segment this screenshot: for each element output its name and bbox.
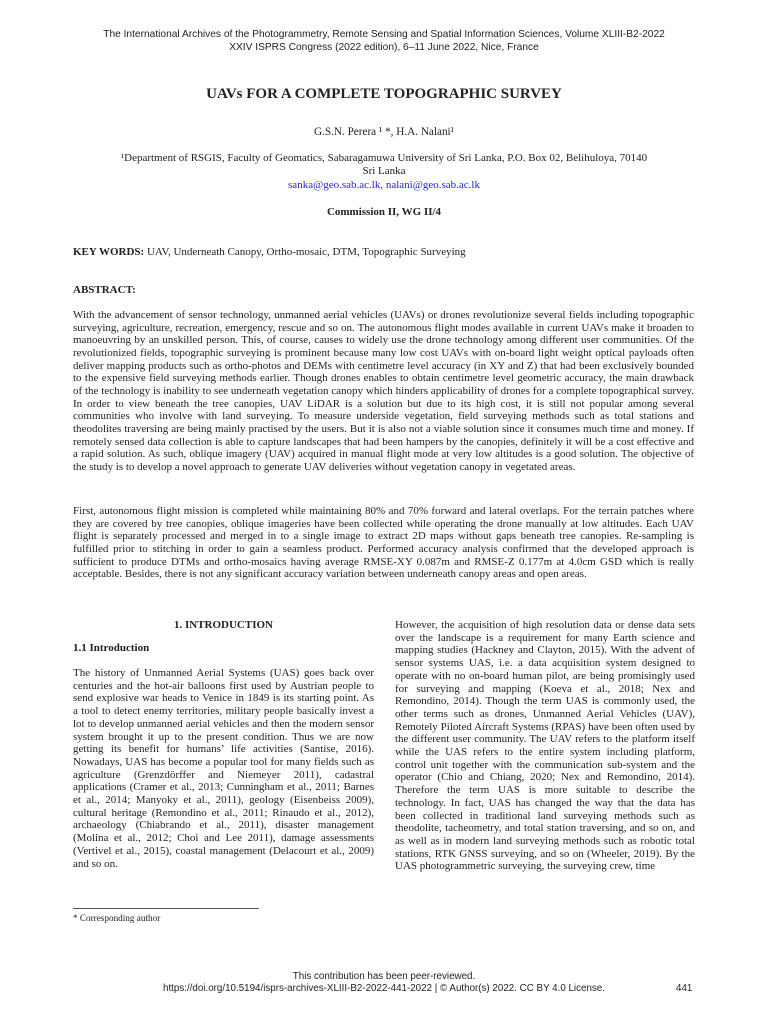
journal-header-line2: XXIV ISPRS Congress (2022 edition), 6–11 June 2022, Nice, France — [229, 42, 539, 53]
subsection-heading-introduction: 1.1 Introduction — [73, 642, 150, 654]
abstract-heading: ABSTRACT: — [73, 284, 136, 296]
keywords-text: UAV, Underneath Canopy, Ortho-mosaic, DTM, Topographic Surveying — [144, 246, 466, 258]
affiliation-line2: Sri Lanka — [362, 165, 406, 178]
journal-header-line1: The International Archives of the Photogrammetry, Remote Sensing and Spatial Information Sciences, Volume XLIII-B2-2022 — [103, 29, 665, 40]
affiliation-line1: ¹Department of RSGIS, Faculty of Geomatics, Sabaragamuwa University of Sri Lanka, P.O. Box 02, Belihuloya, 70140 — [120, 152, 648, 164]
page-number: 441 — [676, 983, 693, 994]
footer-doi-license[interactable]: https://doi.org/10.5194/isprs-archives-XLIII-B2-2022-441-2022 | © Author(s) 2022. CC BY 4.0 License. — [163, 983, 605, 994]
keywords-label: KEY WORDS: — [73, 246, 145, 258]
section-heading-introduction: 1. INTRODUCTION — [173, 619, 273, 631]
affiliation — [40, 152, 728, 192]
intro-left-column: The history of Unmanned Aerial Systems (UAS) goes back over centuries and the hot-air balloons first used by Austrian people to send explosive war heads to Venice in 1849 is its starting point. As a tool to detect enemy territories, military people basically invest a lot to develop unmanned aerial vehicles and then the modern sensor system brought it up to the present condition. Thus we are now getting its benefit for humans’ life activities (Santise, 2016). Nowadays, UAS has become a popular tool for many fields such as agriculture (Grenzdörffer and Niemeyer 2011), cadastral applications (Cramer et al., 2013; Cunningham et al., 2011; Barnes et al., 2014; Manyoky et al., 2011), geology (Eisenbeiss 2009), cultural heritage (Remondino et al., 2011; Rinaudo et al., 2012), archaeology (Chiabrando et al., 2011), disaster management (Molina et al., 2012; Choi and Lee 2011), damage assessments (Vertivel et al., 2015), coastal management (Delacourt et al., 2009) and so on. — [73, 667, 374, 870]
authors: G.S.N. Perera ¹ *, H.A. Nalani¹ — [314, 126, 454, 138]
keywords — [73, 246, 693, 258]
email-links[interactable]: sanka@geo.sab.ac.lk, nalani@geo.sab.ac.lk — [288, 178, 480, 191]
intro-right-column: However, the acquisition of high resolution data or dense data sets over the landscape is a requirement for many Earth science and mapping studies (Hackney and Clayton, 2015). With the advent of sensor systems UAS, i.e. a data acquisition system designed to operate with no on-board human pilot, are being promisingly used for surveying and mapping (Koeva et al., 2018; Nex and Remondino, 2014). Though the term UAS is commonly used, the other terms such as drones, Unmanned Aerial Vehicles (UAV), Remotely Piloted Aircraft Systems (RPAS) have been often used by the different user community. The UAV refers to the platform itself while the UAS refers to the entire system including platform, control unit together with the communication sub-system and the operator (Chio and Chiang, 2020; Nex and Remondino, 2014). Therefore the term UAS is more suitable to describe the technology. In fact, UAS has changed the way that the data has been collected in traditional land surveying methods such as theodolite, tacheometry, and total station traversing, and so on, and as well as in modern land surveying methods such as robotic total stations, RTK GNSS surveying, and so on (Wheeler, 2019). By the UAS photogrammetric surveying, the surveying crew, time — [395, 619, 695, 873]
abstract-paragraph-2: First, autonomous flight mission is completed while maintaining 80% and 70% forward and lateral overlaps. For the terrain patches where they are covered by tree canopies, oblique imageries have been collected while operating the drone manually at low altitudes. Each UAV flight is separately processed and merged in to a single image to extract 2D maps without gaps beneath tree canopies. Re-sampling is fulfilled prior to stitching in order to gain a seamless product. Performed accuracy analysis confirmed that the developed approach is sufficient to produce DTMs and ortho-mosaics having average RMSE-XY 0.087m and RMSE-Z 0.177m at 4.0cm GSD which is really acceptable. Besides, there is not any significant accuracy variation between underneath canopy areas and open areas. — [73, 505, 694, 581]
commission: Commission II, WG II/4 — [326, 206, 442, 218]
abstract-paragraph-1: With the advancement of sensor technology, unmanned aerial vehicles (UAVs) or drones revolutionize several fields including topographic surveying, agriculture, recreation, emergency, rescue and so on. The autonomous flight modes available in current UAVs make it broaden to manoeuvring by an unskilled person. This, of course, causes to widely use the drone technology among different user communities. Of the revolutionized fields, topographic surveying is prominent because many low cost UAVs with on-board light weight optical payloads often deliver mapping products such as ortho-photos and DEMs with centimetre level accuracy (in XY and Z) that had been exclusively bounded to the expensive field surveying methods earlier. Though drones enables to obtain centimetre level geometric accuracy, the main drawback of the technology is inability to see underneath vegetation canopy which hinders applicability of drones for a complete topographical survey. In order to view beneath the tree canopies, UAV LiDAR is a solution but due to its high cost, it is still not popular among several communities who involve with land surveying. To measure underside vegetation, field surveying methods such as total stations and theodolites traversing are being mainly practised by the users. But it is also not a viable solution since it consumes much time and money. If remotely sensed data collection is able to capture landscapes that had been hampers by the canopies, definitely it will be a cost effective and a rapid solution. As such, oblique imagery (UAV) acquired in manual flight mode at very low altitudes is a good solution. The objective of the study is to develop a novel approach to generate UAV deliveries without vegetation canopy in vegetated areas. — [73, 309, 694, 473]
footer-peer-review: This contribution has been peer-reviewed. — [292, 971, 476, 982]
footnote-divider — [73, 908, 259, 909]
footnote: * Corresponding author — [73, 913, 161, 923]
paper-title: UAVs FOR A COMPLETE TOPOGRAPHIC SURVEY — [206, 86, 562, 102]
